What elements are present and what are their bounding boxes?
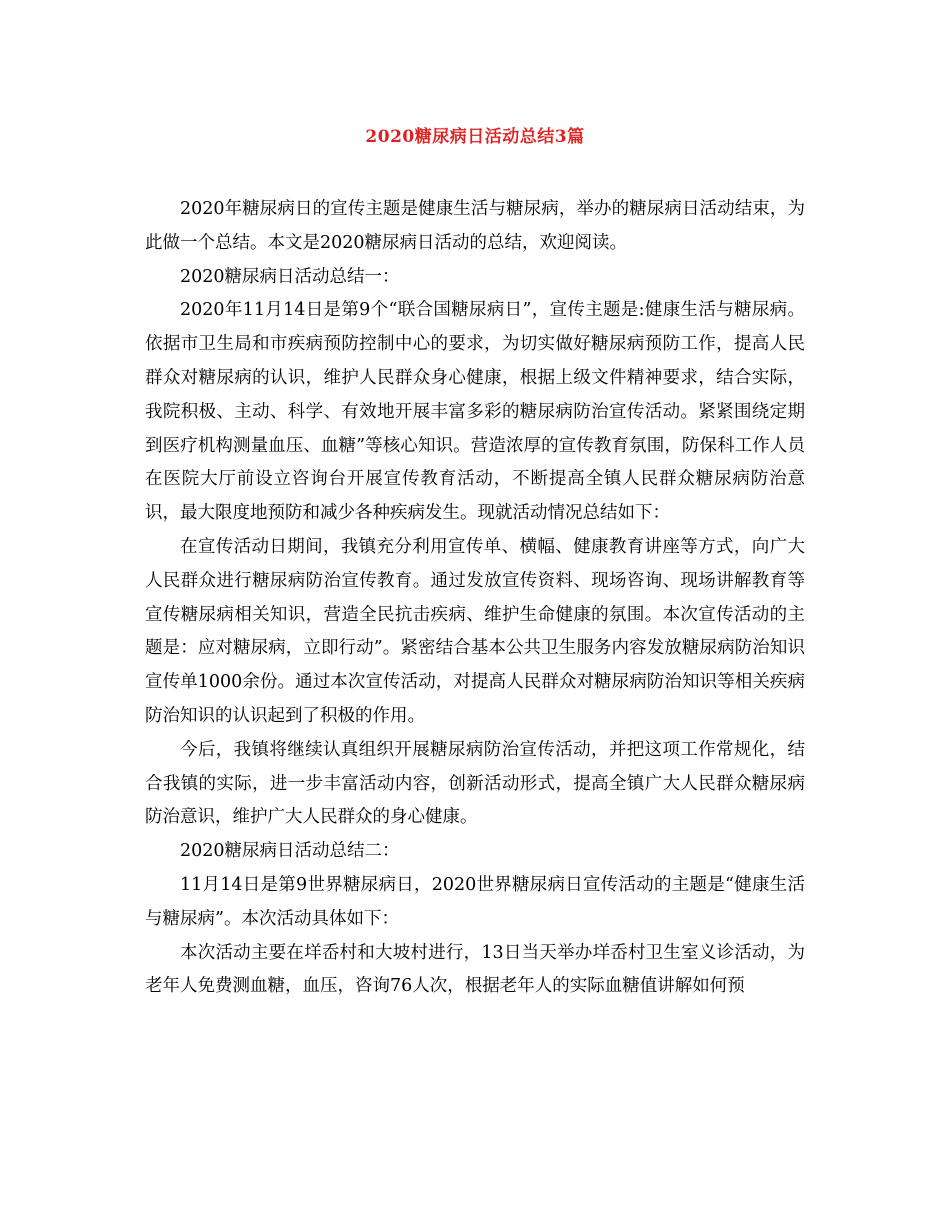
document-body [145,193,805,1004]
paragraph-section-one-intro: 2020年11月14日是第9个“联合国糖尿病日”，宣传主题是:健康生活与糖尿病。依据市卫生局和市疾病预防控制中心的要求，为切实做好糖尿病预防工作，提高人民群众对糖尿病的认识，维护人民群众身心健康，根据上级文件精神要求，结合实际，我院积极、主动、科学、有效地开展丰富多彩的糖尿病防治宣传活动。紧紧围绕定期到医疗机构测量血压、血糖”等核心知识。营造浓厚的宣传教育氛围，防保科工作人员在医院大厅前设立咨询台开展宣传教育活动，不断提高全镇人民群众糖尿病防治意识，最大限度地预防和减少各种疾病发生。现就活动情况总结如下： [145,300,805,524]
paragraph-section-one-activities: 在宣传活动日期间，我镇充分利用宣传单、横幅、健康教育讲座等方式，向广大人民群众进行糖尿病防治宣传教育。通过发放宣传资料、现场咨询、现场讲解教育等宣传糖尿病相关知识，营造全民抗击疾病、维护生命健康的氛围。本次宣传活动的主题是：应对糖尿病，立即行动”。紧密结合基本公共卫生服务内容发放糖尿病防治知识宣传单1000余份。通过本次宣传活动，对提高人民群众对糖尿病防治知识等相关疾病防治知识的认识起到了积极的作用。 [145,536,805,726]
section-heading-two: 2020糖尿病日活动总结二： [180,841,400,862]
document-title: 2020糖尿病日活动总结3篇 [365,127,585,147]
paragraph-section-two-intro: 11月14日是第9世界糖尿病日，2020世界糖尿病日宣传活动的主题是“健康生活与糖尿病”。本次活动具体如下： [145,874,805,929]
paragraph-section-two-activities: 本次活动主要在垟岙村和大坡村进行，13日当天举办垟岙村卫生室义诊活动，为老年人免费测血糖，血压，咨询76人次，根据老年人的实际血糖值讲解如何预 [145,942,805,997]
section-heading-one: 2020糖尿病日活动总结一： [180,266,400,287]
paragraph-intro: 2020年糖尿病日的宣传主题是健康生活与糖尿病，举办的糖尿病日活动结束，为此做一个总结。本文是2020糖尿病日活动的总结，欢迎阅读。 [145,199,805,253]
paragraph-section-one-outlook: 今后，我镇将继续认真组织开展糖尿病防治宣传活动，并把这项工作常规化，结合我镇的实际，进一步丰富活动内容，创新活动形式，提高全镇广大人民群众糖尿病防治意识，维护广大人民群众的身心健康。 [145,739,805,828]
